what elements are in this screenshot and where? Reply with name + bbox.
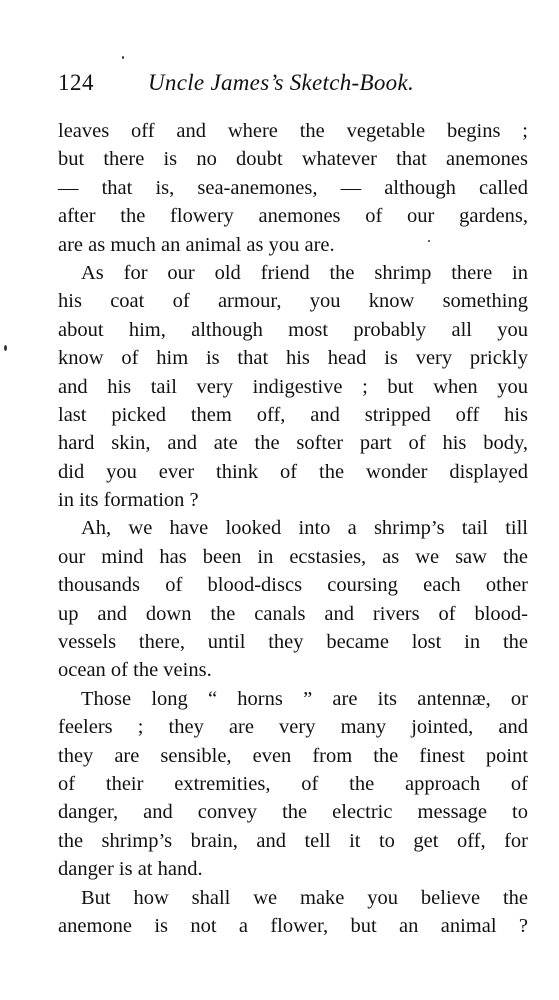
text-line: after the flowery anemones of our gardens,	[58, 205, 528, 228]
text-line: his coat of armour, you know something	[58, 290, 528, 313]
page-header	[58, 66, 528, 100]
text-line: anemone is not a flower, but an animal ?	[58, 914, 528, 937]
text-line: about him, although most probably all you	[58, 318, 528, 341]
text-line: vessels there, until they became lost in the	[58, 631, 528, 654]
text-line: Ah, we have looked into a shrimp’s tail till	[81, 517, 528, 540]
text-line: the shrimp’s brain, and tell it to get off, for	[58, 829, 528, 852]
text-line: and his tail very indigestive ; but when you	[58, 375, 528, 398]
text-line: they are sensible, even from the finest point	[58, 744, 528, 767]
text-line: danger, and convey the electric message to	[58, 801, 528, 824]
print-speck	[428, 240, 430, 242]
text-line: up and down the canals and rivers of blood-	[58, 602, 528, 625]
print-speck	[4, 345, 7, 351]
text-line: — that is, sea-anemones, — although called	[58, 176, 528, 199]
text-line: danger is at hand.	[58, 858, 203, 881]
text-line: in its formation ?	[58, 489, 199, 512]
body-text	[58, 117, 528, 940]
print-speck	[122, 56, 124, 59]
text-line: Those long “ horns ” are its antennæ, or	[81, 687, 528, 710]
text-line: thousands of blood-discs coursing each other	[58, 574, 528, 597]
text-line: but there is no doubt whatever that anemones	[58, 148, 528, 171]
text-line: know of him is that his head is very prickly	[58, 347, 528, 370]
text-line: our mind has been in ecstasies, as we saw the	[58, 545, 528, 568]
page-number: 124	[58, 70, 94, 95]
text-line: did you ever think of the wonder displayed	[58, 460, 528, 483]
text-line: feelers ; they are very many jointed, and	[58, 716, 528, 739]
text-line: hard skin, and ate the softer part of his body,	[58, 432, 528, 455]
text-line: leaves off and where the vegetable begins ;	[58, 120, 528, 142]
text-line: last picked them off, and stripped off his	[58, 403, 528, 426]
text-line: of their extremities, of the approach of	[58, 772, 528, 795]
text-line: ocean of the veins.	[58, 659, 212, 682]
text-line: As for our old friend the shrimp there in	[81, 261, 528, 284]
text-line: But how shall we make you believe the	[81, 886, 528, 909]
running-title: Uncle James’s Sketch-Book.	[148, 70, 415, 95]
text-line: are as much an animal as you are.	[58, 233, 335, 256]
